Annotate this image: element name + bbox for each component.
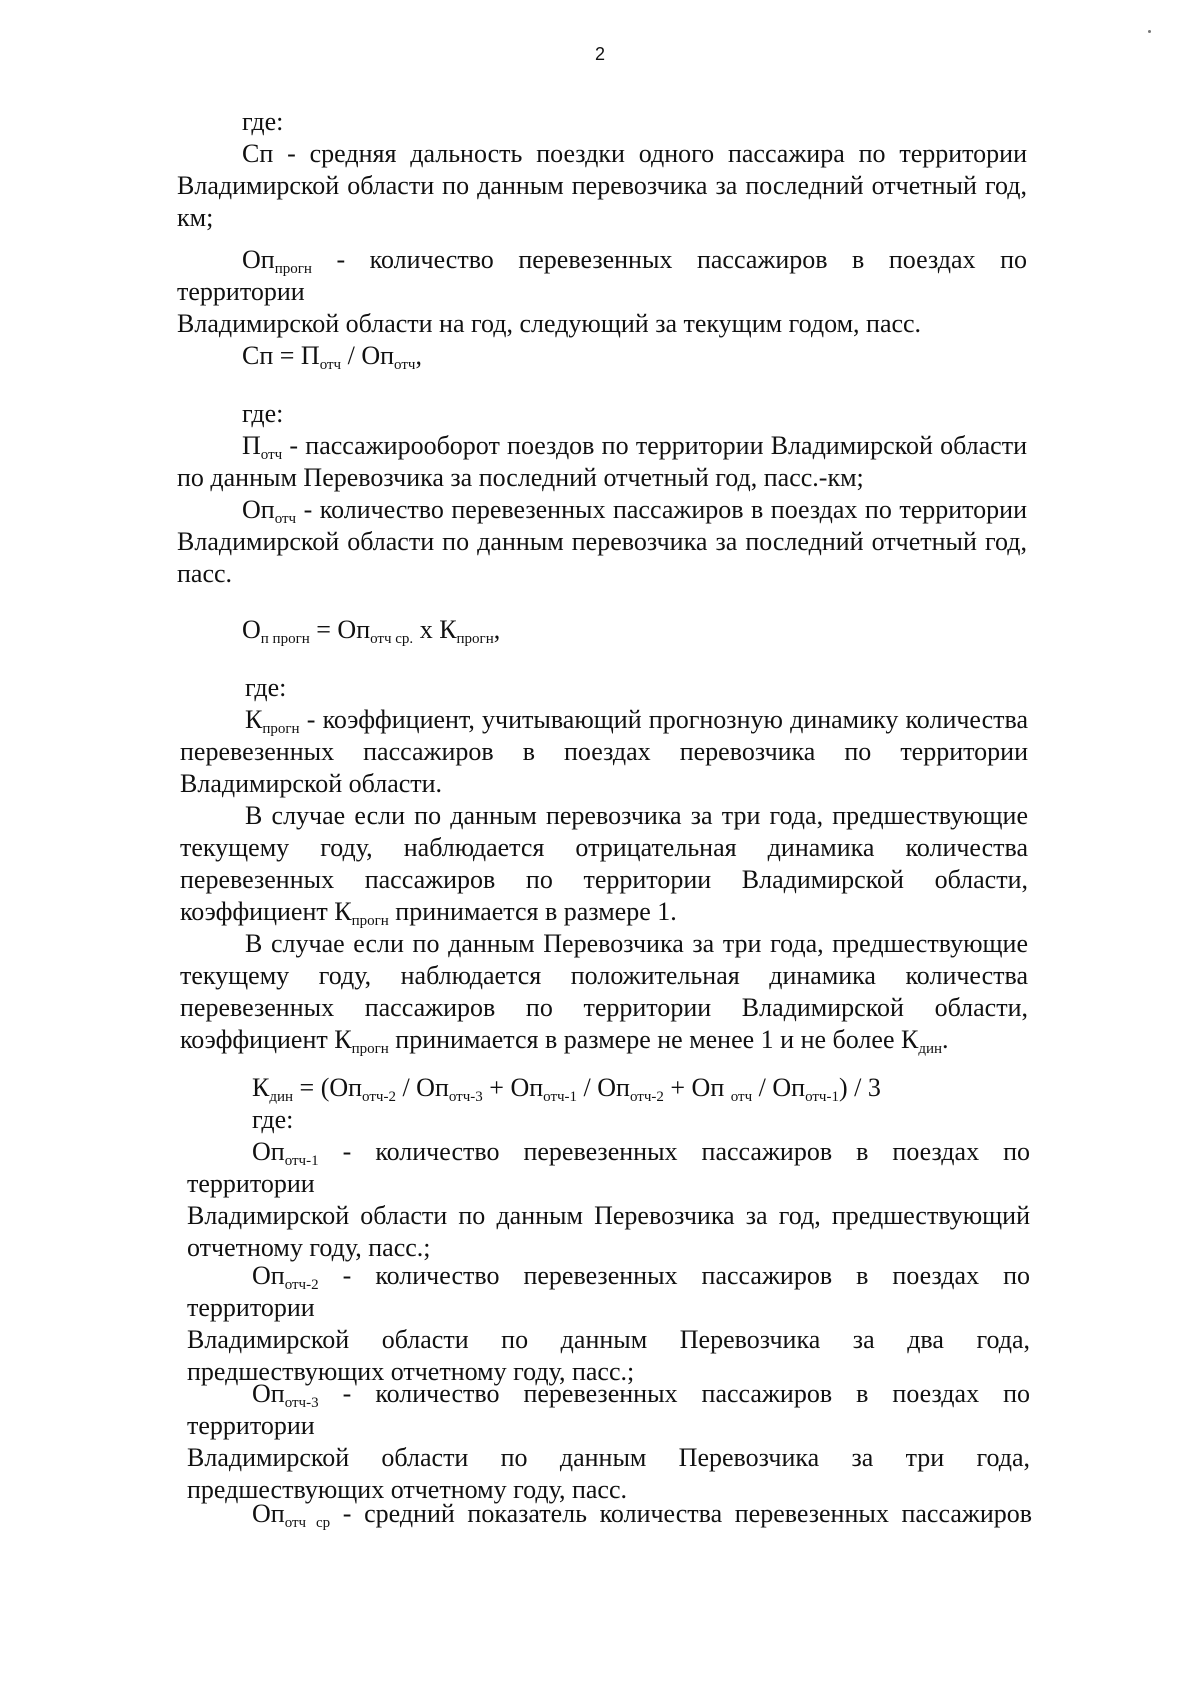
op-otch-line-1: $Оп_{отч}$ - количество перевезенных пассажиров в поездах по территории [242, 495, 1028, 527]
op-otch-2-definition [187, 1260, 1030, 1388]
formula-op-progn: $О_{п прогн} = Оп_{отч ср.}$ х $К_{прогн}$, [242, 615, 501, 647]
op-otch-1-line-1: $Оп_{отч-1}$ - количество перевезенных пассажиров в поездах по территории [187, 1137, 1031, 1198]
op-otch-2-line-1: $Оп_{отч-2}$ - количество перевезенных пассажиров в поездах по территории [187, 1261, 1031, 1322]
k-progn-line-3: Владимирской области. [180, 769, 443, 798]
case-positive-line-4: коэффициент $К_{прогн}$ принимается в размере не менее 1 и не более $К_{дин}$. [180, 1025, 949, 1057]
sp-line-3: км; [177, 203, 214, 232]
sp-line-2: Владимирской области по данным перевозчика за последний отчетный год, [177, 171, 1027, 200]
p-otch-line-1: $П_{отч}$ - пассажирооборот поездов по территории Владимирской области [242, 431, 1027, 463]
where-label: где: [245, 673, 287, 702]
formula-sp: Сп = $П_{отч} / Оп_{отч}$, [242, 341, 422, 373]
k-progn-line-1: $К_{прогн}$ - коэффициент, учитывающий прогнозную динамику количества [245, 705, 1028, 737]
op-progn-line-2: Владимирской области на год, следующий за текущим годом, пасс. [177, 309, 922, 338]
op-otch-1-definition [187, 1104, 1030, 1264]
case-negative-line-1: В случае если по данным перевозчика за три года, предшествующие [245, 801, 1028, 830]
k-progn-definition [180, 672, 1028, 1056]
sp-definition [177, 106, 1027, 234]
op-progn-line-1: $Оп_{прогн}$ - количество перевезенных пассажиров в поездах по территории [177, 245, 1027, 306]
case-positive-line-3: перевезенных пассажиров по территории Владимирской области, [180, 993, 1028, 1022]
sp-line-1: Сп - средняя дальность поездки одного пассажира по территории [242, 139, 1028, 168]
p-otch-line-2: по данным Перевозчика за последний отчетный год, пасс.-км; [177, 463, 864, 492]
where-label: где: [242, 399, 284, 428]
op-otch-3-line-3: предшествующих отчетному году, пасс. [187, 1475, 627, 1504]
page-number: 2 [594, 44, 605, 64]
op-otch-2-line-3: предшествующих отчетному году, пасс.; [187, 1357, 635, 1386]
op-otch-sr-line-1: $Оп_{отч ср}$ - средний показатель количества перевезенных пассажиров [252, 1499, 1033, 1531]
op-otch-1-line-3: отчетному году, пасс.; [187, 1233, 431, 1262]
op-otch-line-3: пасс. [177, 559, 233, 588]
op-otch-line-2: Владимирской области по данным перевозчика за последний отчетный год, [177, 527, 1027, 556]
case-positive-line-2: текущему году, наблюдается положительная динамика количества [180, 961, 1028, 990]
case-negative-line-4: коэффициент $К_{прогн}$ принимается в размере 1. [180, 897, 677, 929]
formula-k-din: $К_{дин} = (Оп_{отч-2} / Оп_{отч-3} + Оп_{отч-1} / Оп_{отч-2}$ + Оп $_{отч} / Оп_{отч-1}) / 3$ [252, 1073, 881, 1105]
where-label: где: [252, 1105, 294, 1134]
op-otch-3-line-1: $Оп_{отч-3}$ - количество перевезенных пассажиров в поездах по территории [187, 1379, 1031, 1440]
scan-speck [1148, 30, 1151, 33]
p-op-definitions [177, 398, 1027, 590]
case-negative-line-2: текущему году, наблюдается отрицательная динамика количества [180, 833, 1028, 862]
op-otch-sr-definition [187, 1498, 1032, 1530]
op-otch-2-line-2: Владимирской области по данным Перевозчика за два года, [187, 1325, 1030, 1354]
k-progn-line-2: перевезенных пассажиров в поездах перевозчика по территории [180, 737, 1028, 766]
op-otch-3-definition [187, 1378, 1030, 1506]
op-otch-1-line-2: Владимирской области по данным Перевозчика за год, предшествующий [187, 1201, 1030, 1230]
op-otch-3-line-2: Владимирской области по данным Перевозчика за три года, [187, 1443, 1030, 1472]
case-negative-line-3: перевезенных пассажиров по территории Владимирской области, [180, 865, 1028, 894]
where-label: где: [242, 107, 284, 136]
op-progn-definition [177, 244, 1027, 340]
case-positive-line-1: В случае если по данным Перевозчика за три года, предшествующие [245, 929, 1028, 958]
